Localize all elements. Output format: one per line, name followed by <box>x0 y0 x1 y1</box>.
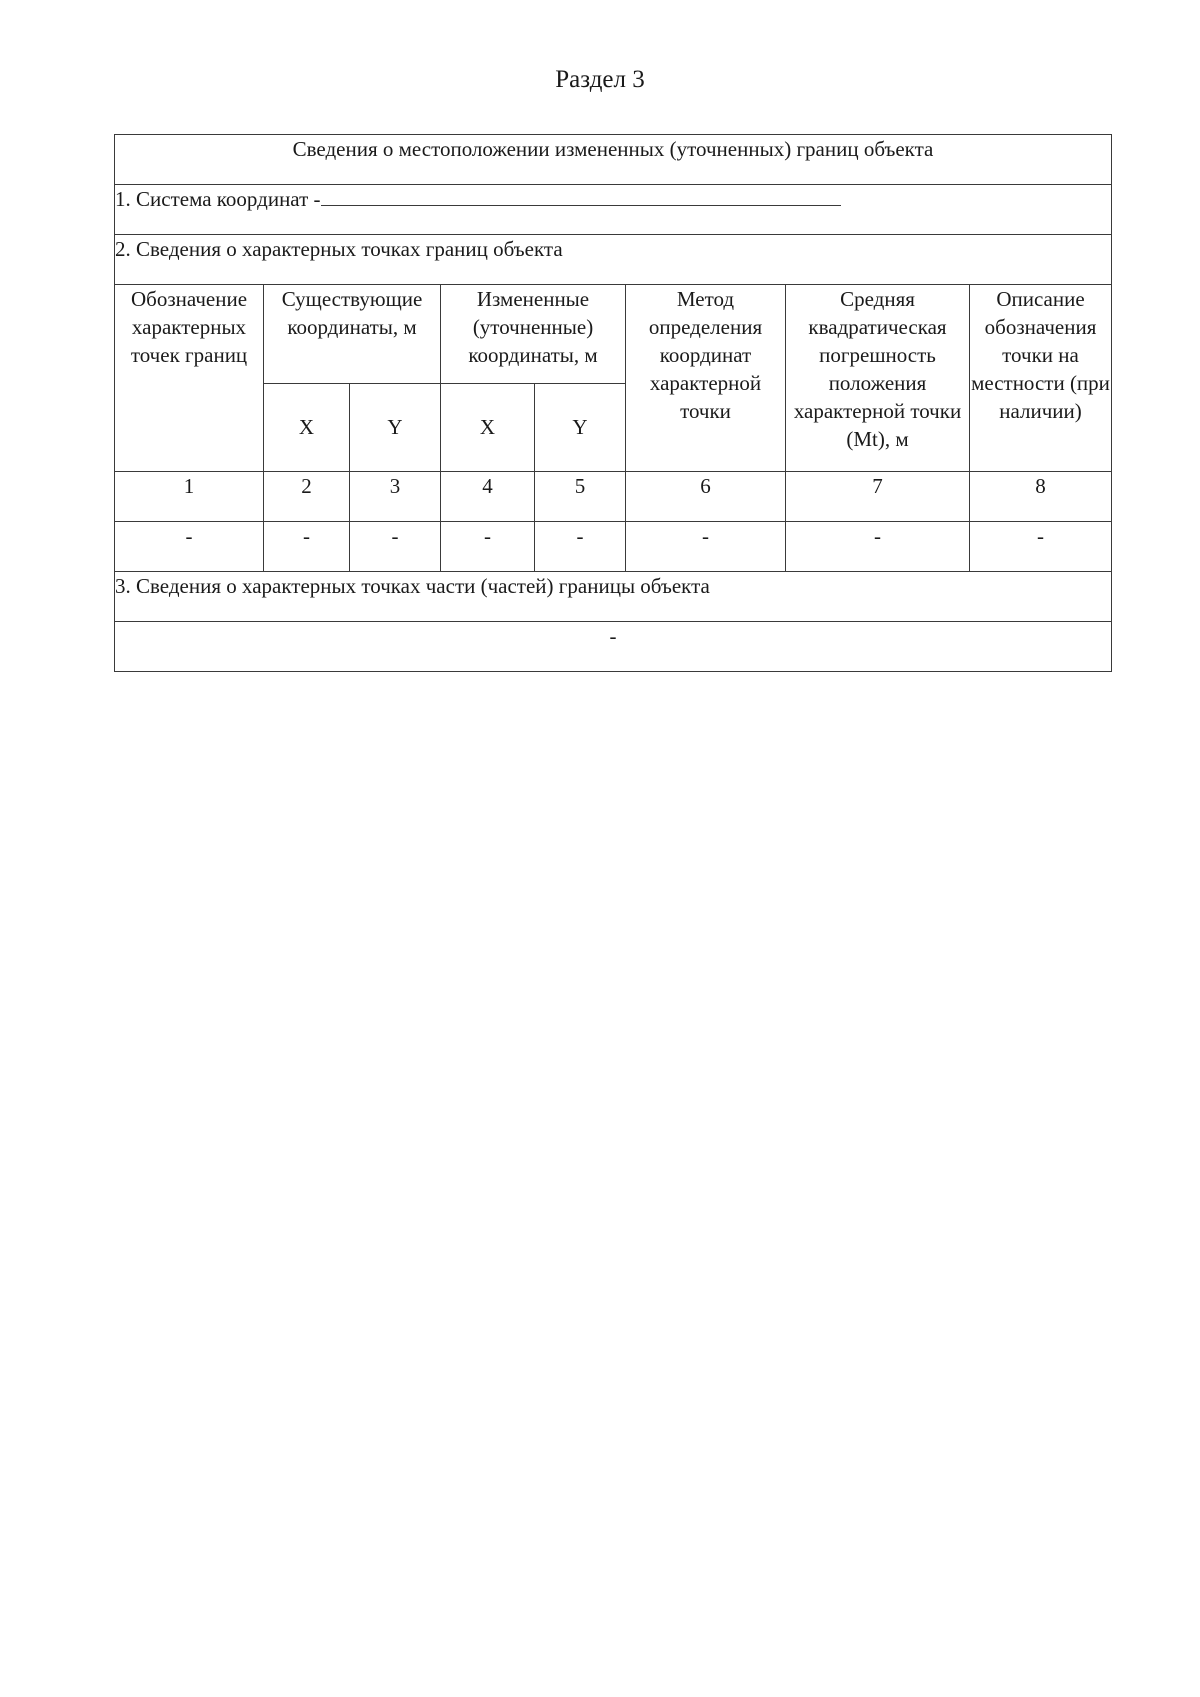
table-cell: - <box>115 522 264 572</box>
table-title: Сведения о местоположении измененных (уточненных) границ объекта <box>115 135 1112 185</box>
header-existing-y: Y <box>350 383 441 471</box>
parts-heading-row <box>115 572 1112 622</box>
column-number: 6 <box>626 472 786 522</box>
parts-value-row <box>115 622 1112 672</box>
header-existing-coords: Существующие координаты, м <box>264 285 441 384</box>
header-error: Средняя квадратическая погрешность положения характерной точки (Mt), м <box>786 285 970 472</box>
parts-heading: 3. Сведения о характерных точках части (частей) границы объекта <box>115 572 1112 622</box>
coord-system-label: 1. Система координат - <box>115 187 321 211</box>
table-row <box>115 522 1112 572</box>
boundary-form-table <box>114 134 1112 672</box>
section-title: Раздел 3 <box>555 66 645 93</box>
column-number: 2 <box>264 472 350 522</box>
header-changed-y: Y <box>535 383 626 471</box>
header-changed-coords: Измененные (уточненные) координаты, м <box>441 285 626 384</box>
points-heading-row <box>115 235 1112 285</box>
table-cell: - <box>264 522 350 572</box>
table-cell: - <box>535 522 626 572</box>
table-cell: - <box>970 522 1112 572</box>
header-point-designation: Обозначение характерных точек границ <box>115 285 264 472</box>
column-number: 8 <box>970 472 1112 522</box>
header-description: Описание обозначения точки на местности (при наличии) <box>970 285 1112 472</box>
column-number: 5 <box>535 472 626 522</box>
header-row <box>115 285 1112 384</box>
column-number: 1 <box>115 472 264 522</box>
table-cell: - <box>350 522 441 572</box>
coord-system-row <box>115 185 1112 235</box>
coord-system-cell <box>115 185 1112 235</box>
coord-system-blank-line <box>321 204 841 206</box>
header-existing-x: X <box>264 383 350 471</box>
header-method: Метод определения координат характерной точки <box>626 285 786 472</box>
column-number: 4 <box>441 472 535 522</box>
table-cell: - <box>441 522 535 572</box>
header-changed-x: X <box>441 383 535 471</box>
table-title-row <box>115 135 1112 185</box>
parts-value: - <box>115 622 1112 672</box>
table-cell: - <box>626 522 786 572</box>
points-heading: 2. Сведения о характерных точках границ объекта <box>115 235 1112 285</box>
table-cell: - <box>786 522 970 572</box>
column-number: 7 <box>786 472 970 522</box>
column-number: 3 <box>350 472 441 522</box>
column-number-row <box>115 472 1112 522</box>
